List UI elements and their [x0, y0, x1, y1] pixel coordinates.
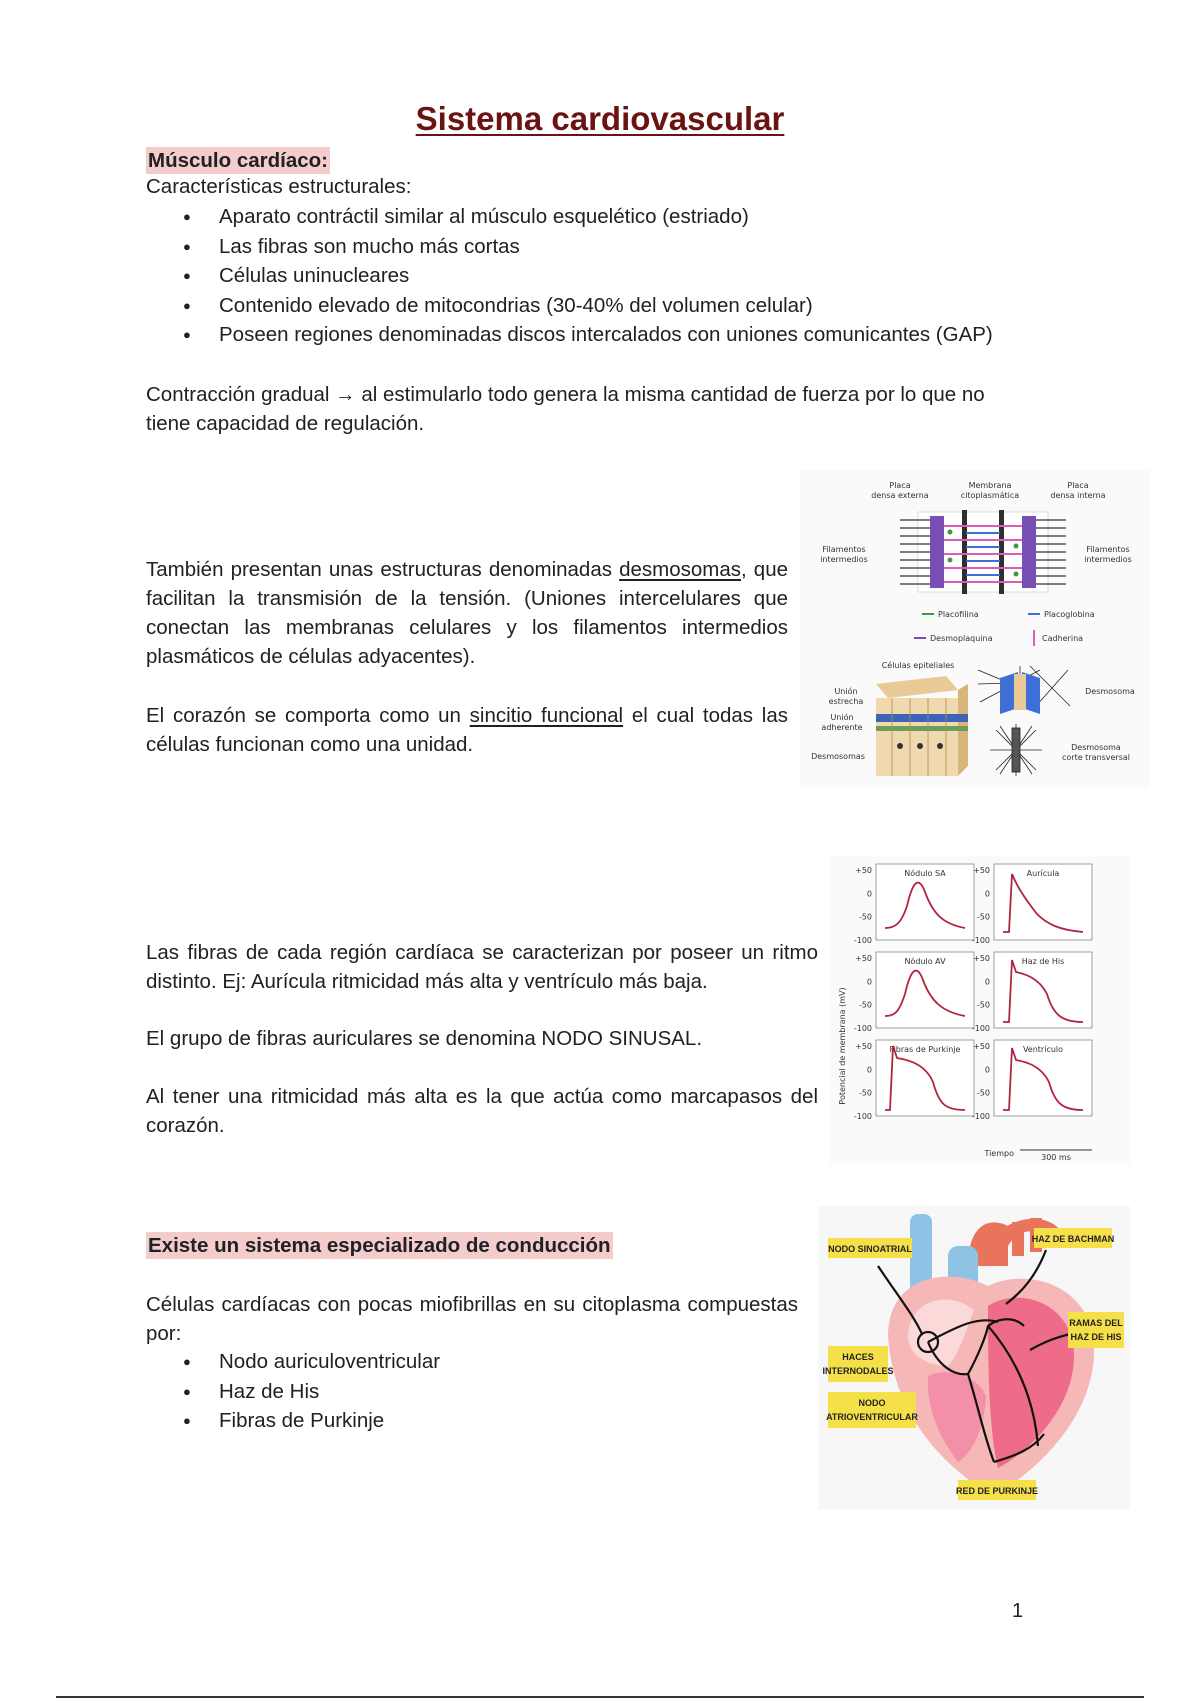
ap-tick-label: -50 — [976, 912, 990, 922]
ap-panel-title: Ventrículo — [1022, 1045, 1064, 1054]
list-item: ● Fibras de Purkinje — [146, 1406, 786, 1436]
label-union-adherente-1: Unión — [830, 713, 854, 722]
conduction-list — [146, 1347, 786, 1436]
ap-panel-title: Nódulo AV — [904, 957, 946, 966]
ap-tick-label: +50 — [855, 866, 872, 875]
sincitio-term: sincitio funcional — [469, 704, 624, 727]
ap-tick-label: 0 — [984, 1065, 990, 1075]
desmosomas-term: desmosomas — [619, 558, 741, 581]
ap-tick-label: +50 — [855, 1042, 872, 1051]
ap-tick-label: +50 — [855, 954, 872, 963]
ap-tick-label: -50 — [976, 1000, 990, 1010]
list-item: ● Aparato contráctil similar al músculo esquelético (estriado) — [146, 202, 1126, 232]
heart-conduction-figure — [818, 1206, 1130, 1510]
section-heading-musculo: Músculo cardíaco: — [148, 149, 328, 172]
ap-tick-label: 0 — [866, 1065, 872, 1075]
label-filamentos-right-2: intermedios — [1084, 555, 1132, 564]
rhythm-paragraph: Las fibras de cada región cardíaca se caracterizan por poseer un ritmo distinto. Ej: Aurícula ritmicidad más alta y ventrículo más baja. — [146, 941, 818, 993]
label-filamentos-left-2: intermedios — [820, 555, 868, 564]
label-membrana-1: Membrana — [968, 481, 1012, 490]
ap-tick-label: -100 — [971, 1024, 990, 1033]
label-ramas-1: RAMAS DEL — [1069, 1318, 1123, 1328]
ap-panel-title: Haz de His — [1021, 957, 1065, 966]
ap-tick-label: -50 — [858, 1000, 872, 1010]
label-purkinje: RED DE PURKINJE — [955, 1486, 1039, 1496]
label-filamentos-left-1: Filamentos — [822, 545, 866, 554]
ap-tick-label: -100 — [853, 1024, 872, 1033]
action-potential-panels — [854, 864, 1092, 1121]
label-union-estrecha-1: Unión — [834, 687, 858, 696]
ap-tick-label: -100 — [853, 936, 872, 945]
list-item: ● Nodo auriculoventricular — [146, 1347, 786, 1377]
page-title: Sistema cardiovascular — [415, 100, 785, 137]
label-placa-externa-2: densa externa — [871, 491, 929, 500]
legend-placofilina: Placofilina — [938, 610, 979, 619]
label-haz-bachman: HAZ DE BACHMAN — [1031, 1234, 1115, 1244]
ap-tick-label: 0 — [866, 889, 872, 899]
list-item: ● Las fibras son mucho más cortas — [146, 232, 1126, 262]
label-placa-interna-1: Placa — [1067, 481, 1089, 490]
junction-schematic — [900, 510, 1066, 594]
label-union-adherente-2: adherente — [821, 723, 863, 732]
label-placa-interna-2: densa interna — [1050, 491, 1106, 500]
label-placa-externa-1: Placa — [889, 481, 911, 490]
ap-tick-label: 0 — [984, 977, 990, 987]
list-item: ● Poseen regiones denominadas discos intercalados con uniones comunicantes (GAP) — [146, 320, 1126, 350]
section-heading-conduccion: Existe un sistema especializado de conducción — [148, 1234, 611, 1257]
ap-tick-label: -50 — [858, 912, 872, 922]
figure-ylabel: Potencial de membrana (mV) — [838, 987, 847, 1105]
time-scale-label: 300 ms — [1041, 1153, 1071, 1162]
ap-panel-title: Fibras de Purkinje — [889, 1045, 961, 1054]
desmosomes-paragraph: También presentan unas estructuras denominadas desmosomas, que facilitan la transmisión de la tensión. (Uniones intercelulares que conectan las membranas celulares y los filamentos intermedios plasmáticos de células adyacentes). — [146, 558, 788, 668]
label-desmosomas: Desmosomas — [811, 752, 865, 761]
ap-tick-label: -50 — [858, 1088, 872, 1098]
ap-tick-label: +50 — [973, 954, 990, 963]
label-desmosoma-corte-2: corte transversal — [1062, 753, 1130, 762]
legend-cadherina: Cadherina — [1042, 634, 1084, 643]
label-ramas-2: HAZ DE HIS — [1070, 1332, 1122, 1342]
syncytium-paragraph: El corazón se comporta como un sincitio funcional el cual todas las células funcionan como una unidad. — [146, 704, 788, 756]
label-nodo-sa: NODO SINOATRIAL — [828, 1244, 912, 1254]
conduction-intro: Células cardíacas con pocas miofibrillas en su citoplasma compuestas por: — [146, 1293, 798, 1345]
action-potential-figure — [830, 856, 1130, 1164]
label-union-estrecha-2: estrecha — [828, 697, 864, 706]
label-filamentos-right-1: Filamentos — [1086, 545, 1130, 554]
label-desmosoma-corte-1: Desmosoma — [1071, 743, 1121, 752]
marcapasos-paragraph: Al tener una ritmicidad más alta es la que actúa como marcapasos del corazón. — [146, 1085, 818, 1137]
ap-tick-label: -50 — [976, 1088, 990, 1098]
label-nodo-av-1: NODO — [858, 1398, 886, 1408]
subheading-caracteristicas: Características estructurales: — [146, 175, 412, 198]
ap-tick-label: 0 — [984, 889, 990, 899]
label-membrana-2: citoplasmática — [960, 491, 1020, 500]
ap-tick-label: +50 — [973, 866, 990, 875]
structural-features-list — [146, 202, 1126, 350]
list-item: ● Contenido elevado de mitocondrias (30-40% del volumen celular) — [146, 291, 1126, 321]
ap-tick-label: -100 — [971, 936, 990, 945]
contraction-paragraph: Contracción gradual → al estimularlo todo genera la misma cantidad de fuerza por lo que no tiene capacidad de regulación. — [146, 383, 985, 435]
list-item: ● Haz de His — [146, 1377, 786, 1407]
page-number: 1 — [1012, 1600, 1024, 1622]
nodo-sinusal-paragraph: El grupo de fibras auriculares se denomina NODO SINUSAL. — [146, 1027, 703, 1050]
legend-placoglobina: Placoglobina — [1044, 610, 1095, 619]
ap-panel-title: Nódulo SA — [904, 869, 946, 878]
legend-desmoplaquina: Desmoplaquina — [930, 634, 993, 643]
label-haces-2: INTERNODALES — [822, 1366, 894, 1376]
ap-panel-title: Aurícula — [1026, 869, 1060, 878]
time-label: Tiempo — [984, 1149, 1014, 1158]
ap-tick-label: -100 — [971, 1112, 990, 1121]
desmosome-cross-section — [990, 724, 1042, 776]
label-haces-1: HACES — [842, 1352, 874, 1362]
label-nodo-av-2: ATRIOVENTRICULAR — [826, 1412, 918, 1422]
label-celulas-epiteliales: Células epiteliales — [881, 661, 955, 670]
desmosome-figure — [800, 470, 1150, 788]
list-item: ● Células uninucleares — [146, 261, 1126, 291]
footer-divider — [56, 1696, 1144, 1698]
ap-tick-label: +50 — [973, 1042, 990, 1051]
ap-tick-label: 0 — [866, 977, 872, 987]
ap-tick-label: -100 — [853, 1112, 872, 1121]
label-desmosoma: Desmosoma — [1085, 687, 1135, 696]
